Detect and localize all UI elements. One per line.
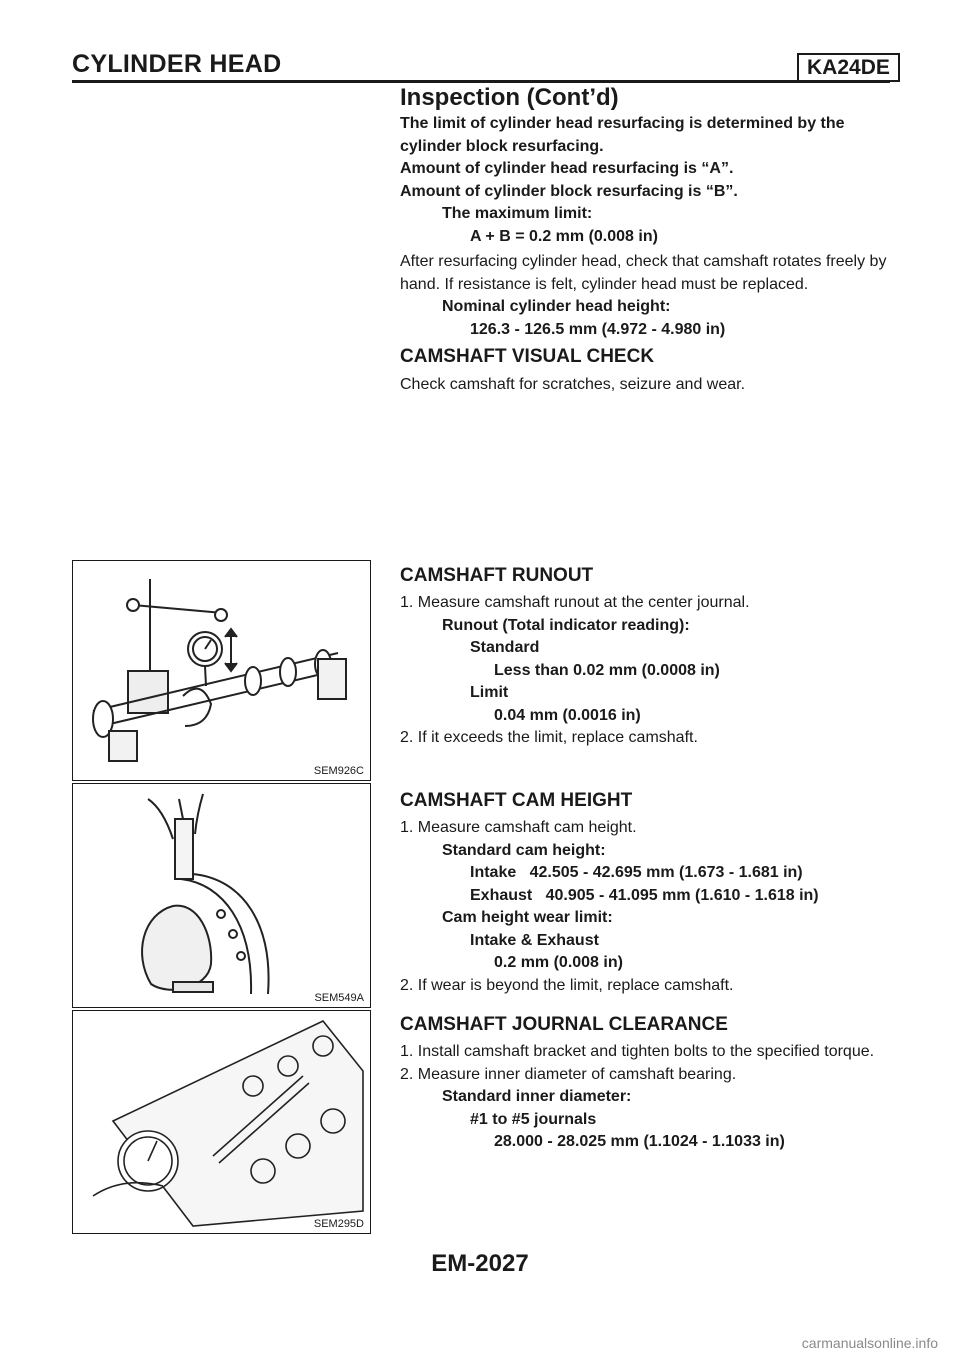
runout-section (400, 564, 895, 750)
journal-figure (72, 1010, 371, 1234)
journal-illustration (73, 1011, 370, 1233)
resurfacing-intro: The limit of cylinder head resurfacing is determined by the cylinder block resurfacing. (400, 115, 845, 155)
runout-standard-value: Less than 0.02 mm (0.0008 in) (494, 661, 720, 679)
cam-wear-value: 0.2 mm (0.008 in) (494, 954, 623, 971)
cam-standard-label: Standard cam height: (442, 841, 606, 859)
header-divider (72, 80, 890, 83)
visual-check-text: Check camshaft for scratches, seizure and wear. (400, 376, 746, 393)
journal-heading: CAMSHAFT JOURNAL CLEARANCE (400, 1014, 728, 1035)
max-limit-label: The maximum limit: (442, 205, 593, 222)
journal-step-1: 1. Install camshaft bracket and tighten bolts to the specified torque. (400, 1043, 875, 1060)
resurfacing-block-amount: Amount of cylinder block resurfacing is “B”. (400, 182, 738, 200)
cam-exhaust-value: Exhaust 40.905 - 41.095 mm (1.610 - 1.618 in) (470, 886, 819, 904)
resurfacing-head-amount: Amount of cylinder head resurfacing is “A”. (400, 160, 734, 177)
cam-wear-sub: Intake & Exhaust (470, 931, 599, 949)
journal-step-2: 2. Measure inner diameter of camshaft bearing. (400, 1065, 737, 1083)
max-limit-value: A + B = 0.2 mm (0.008 in) (470, 227, 658, 245)
journal-std-label: Standard inner diameter: (442, 1088, 632, 1105)
watermark: carmanualsonline.info (801, 1335, 938, 1351)
runout-figure (72, 560, 371, 781)
page-number: EM-2027 (431, 1250, 529, 1277)
after-resurfacing-text: After resurfacing cylinder head, check that camshaft rotates freely by hand. If resistance is felt, cylinder head must be replaced. (400, 253, 887, 293)
runout-illustration (73, 561, 370, 780)
visual-check-heading: CAMSHAFT VISUAL CHECK (400, 346, 655, 367)
nominal-height-label: Nominal cylinder head height: (442, 298, 671, 315)
journal-range-label: #1 to #5 journals (470, 1110, 597, 1128)
runout-figure-label: SEM926C (313, 765, 364, 777)
cam-wear-label: Cam height wear limit: (442, 909, 613, 926)
cam-height-illustration (73, 784, 370, 1007)
runout-step-1: 1. Measure camshaft runout at the center journal. (400, 594, 750, 611)
journal-section (400, 1013, 895, 1154)
cam-height-step-2: 2. If wear is beyond the limit, replace camshaft. (400, 976, 734, 994)
cam-height-section (400, 789, 895, 997)
cam-height-figure (72, 783, 371, 1008)
cam-height-figure-label: SEM549A (314, 992, 364, 1004)
cam-height-heading: CAMSHAFT CAM HEIGHT (400, 790, 633, 811)
runout-standard-label: Standard (470, 639, 540, 656)
runout-step-2: 2. If it exceeds the limit, replace camshaft. (400, 729, 698, 746)
runout-heading: CAMSHAFT RUNOUT (400, 565, 594, 586)
page-subtitle: Inspection (Cont’d) (400, 84, 619, 111)
cam-intake-value: Intake 42.505 - 42.695 mm (1.673 - 1.681 in) (470, 864, 803, 881)
runout-limit-value: 0.04 mm (0.0016 in) (494, 706, 641, 724)
journal-value: 28.000 - 28.025 mm (1.1024 - 1.1033 in) (494, 1133, 785, 1150)
runout-limit-label: Limit (470, 684, 509, 701)
runout-label: Runout (Total indicator reading): (442, 616, 690, 634)
model-badge: KA24DE (797, 53, 900, 82)
section-title: CYLINDER HEAD (72, 50, 282, 78)
resurfacing-section (400, 113, 895, 397)
cam-height-step-1: 1. Measure camshaft cam height. (400, 819, 637, 836)
journal-figure-label: SEM295D (313, 1218, 364, 1230)
nominal-height-value: 126.3 - 126.5 mm (4.972 - 4.980 in) (470, 320, 726, 338)
